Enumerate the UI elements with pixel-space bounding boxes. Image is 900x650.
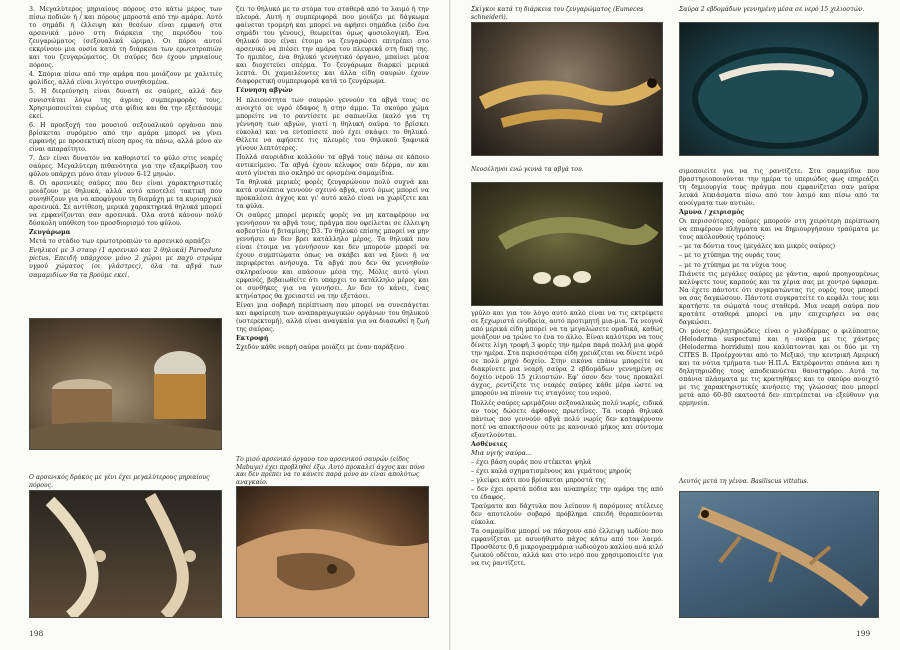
hand-lizard-illustration (237, 487, 429, 618)
list-item: – έχει βάση ουράς που στέκεται ψηλά (471, 458, 592, 466)
photo-lizard-underside (29, 490, 222, 618)
list-item: – με τα δόντια τους (μεγάλες και μικρές σαύρες) (679, 243, 836, 251)
enclosure-illustration (30, 319, 222, 450)
page-number-right: 199 (856, 629, 871, 638)
photo-caption: Ενηλικοί με 3 σταυρ (1 αρσενικό και 2 θηλυκά) Paroedura pictus. Επειδή υπάρχουν μόνο 2 χώροι με παχύ στρώμα υγρού χώματος (οι γλάστρες), όλα τα αβγά των σαμαμιδίων θα τα βρούμε εκεί. (29, 247, 222, 279)
right-column-1 (471, 310, 663, 630)
section-heading: Άμυνα / χειρισμός (679, 209, 745, 217)
skinks-illustration (472, 23, 663, 156)
paragraph: γρύλο και για τον λόγο αυτό καλό είναι να τις εκτρέφετε σε ξεχωριστά ενυδρεία, αυτό προτιμητή μια-μια. Τα νεογνά από μερικά είδη μπορεί να τα μεγαλώσετε ομαδικά, καθώς μοιάζουν να τρώνε το ένα το άλλο. Είναι καλύτερα να τους δίνετε λίγη τροφή 3 φορές την ημέρα παρά πολλή μια φορά την ημέρα. Στα περισσότερα είδη χρειάζεται να δίνετε νερό σε πολύ ρηχό δοχείο. Στην εικόνα επάνω μπορείτε να διακρίνετε μια νεαρή σαύρα 2 εβδομάδων γεννημένη σε δοχείο νερού 15 χιλιοστών. Εφ' όσον δεν τους προκαλεί άγχος, ρεντίζετε τις νεαρές σαύρες κάθε μέρα ώστε να μπορούν να πίνουν τις σταγόνες του νερού. (471, 310, 663, 398)
paragraph: Οι περισσότερες σαύρες μπορούν στη χειρότερη περίπτωση να επιφέρουν πλήγματα και να δημιουργήσουν τραύματα με τους ακόλουθους τρόπους: (679, 218, 879, 242)
eggs-illustration (472, 183, 663, 306)
paragraph: 3. Μεγαλύτερος μηριαίους πόρους στο κάτω μέρος των πίσω ποδιών ή / και πόρους μπροστά από την αμάρα. Αυτό το σημάδι ή έλλειψη και θεσέων είναι εμφανή στα αρσενικά μόνο στη διάρκεια της περιόδου του ζευγαρώματος (σεξουαλικά ώριμα). Οι πόροι αυτοί εκκρίνουν μια ουσία κατά τη διάρκεια των ερωτοτροπιών και του ζευγαρώματος. Οι σαύρες δεν έχουν μηριαίους πόρους. (29, 6, 222, 70)
paragraph: Τα θηλυκά μερικές φορές ζευγαρώνουν πολύ συχνά και κατά συνέπεια γεννούν σχεινό αβγά, αυτό όμως μπορεί να προκαλέσει άγχος και γι' αυτό καλό είναι να χωρίζετε και τα φύλα. (236, 178, 429, 211)
photo-lizard-enclosure (29, 318, 222, 450)
right-page (451, 0, 900, 650)
paragraph: Πιάνετε τις μεγάλες σαύρες με γάντια, αφού προηγουμένως καλύψετε τους καρπούς και τα χέρια σας με χοντρό ύφασμα. Να έχετε πάντοτε ότι συγκρατώντας τις ουρές τους μπορεί να σας δαγκώσουν. Πάντοτε συγκρατείτε το κεφάλι τους και κρατήστε τα σώματά τους σταθερά. Μια νεαρή σαύρα που κρατάτε σταθερά μπορεί να μην επιχειρήσει να σας δαγκώσει. (679, 270, 879, 326)
paragraph: 4. Σπόρια πίσω από την αμάρα που μοιάζουν με χαλιτιές φολίδες, αλλά είναι λιγότερο συνηθισμένα. (29, 71, 222, 87)
photo-basilisk (679, 491, 879, 618)
section-heading: Εκτροφή (236, 334, 269, 342)
list-item: – έχει καλά σχηματισμένους και γεμάτους μηρούς (471, 467, 632, 475)
caption-hatchling-water: Σαύρα 2 εβδομάδων γεννημένη μέσα σε νερό 15 χιλιοστών. (679, 6, 865, 13)
paragraph: Πολλά σαυριάδια κολλούν τα αβγά τους πάνω σε κάποιο αντικείμενο. Τα αβγά έχουν κέλυφος σαν δέρμα, αν και αυτό γίνεται πιο σκληρό σε ορισμένα σαμαμίδια. (236, 153, 429, 177)
section-heading: Ασθένειες (471, 440, 508, 448)
paragraph: 8. Οι αρσενικές σαύρες που δεν είναι χαρακτηριστικές μοιάζουν με θηλυκά, αλλά αυτό αποτελεί τακτική που συνηθίζουν για να αποφύγουν τη διαμάχη με τα κυριαρχικά αρσενικά. Σε αντίθεση, μερικά χαρακτηρικά θηλυκά μπορεί να εμφανίζονται σαν αρσενικά. Όλα αυτά κάνουν πολύ δύσκολη υπόθεση τον προσδιορισμό του φύλου. (29, 179, 222, 228)
paragraph: Μετά το στάδιο των ερωτοτροπιών το αρσενικό αρπάζει (29, 238, 211, 246)
paragraph: Πολλές σαύρες ωριμάζουν σεξουαλικώς πολύ νωρίς, ειδικά αν τους δώσετε άφθονες πρωτεΐνες. Τα νεαρά θηλυκά πάντως που γεννούν αβγά πολύ νωρίς δεν καταφέρνουν ποτέ να αποκτήσουν ούτε με κανονικό μήκος και σύντομα εξαντλούνται. (471, 399, 663, 439)
paragraph: Είναι μια σοβαρή περίπτωση που μπορεί να συνεπάγεται και αφαίρεση των αναπαραγωγικών οργάνων του θηλυκού (υστερεκτομή), αλλά είναι αναγκαία για να διασωθεί η ζωή της σαύρας. (236, 301, 429, 333)
paragraph: Οι μόνες δηλητηριώδεις είναι ο γιλοδέρμας ο φιλύποπτος (Heloderma suspectum) και η σαύρα με τις χάντρες (Heloderma horridum) που καλύπτονται και οι δύο με τη CITES B. Προέρχονται από το Μεξικό, την κεντρική Αμερική και τα νότια τμήματα των Η.Π.Α. Εκτρέφονται σπάνια και η δηλητηριώδης τους αποδεικνύεται θανατηφόρο. Αυτά τα σπάνια πλάσματα με τις κρατηθήκες και το σκούρο ανοιχτό με τις χαρακτηριστικές κινήσεις της γλώσσας που μπορεί μετά από 60-80 εκατοστά δεν επιτρέπεται να εξεύθουν για ερμηνεία. (679, 327, 879, 408)
paragraph: 7. Δεν είναι δυνατόν να καθοριστεί το φύλο στις νεαρές σαύρες. Μεγαλύτερη πιθανότητα για την εξακρίβωση του φύλου υπάρχει μόνο όταν γίνουν 6-12 μηνών. (29, 154, 222, 178)
section-heading: Ζευγάρωμα (29, 229, 71, 237)
basilisk-illustration (680, 492, 879, 618)
caption-eggs: Ο αρσενικός δράκος με γένι έχει μεγαλύτερους μηριαίους πόρους. (29, 474, 210, 489)
caption-skinks: Σκίγκοι κατά τη διάρκεια του ζευγαρώματος (Eumeces schneideri). (471, 6, 644, 21)
subheading: Μια υγιής σαύρα... (471, 449, 532, 457)
paragraph: 5. Η διερεύνηση είναι δυνατή σε σαύρες, αλλά δεν συνιστάται λόγω της άγριας συμπεριφοράς τους. Χρησιμοποιείται ευρέως στα φίδια και θα την εξετάσουμε εκεί. (29, 88, 222, 120)
paragraph: Οι σαύρες μπορεί μερικές φορές να μη καταφέρουν να γεννήσουν τα αβγά τους, πράγμα που οφείλεται σε έλλειψη ασβεστίου ή βιταμίνης D3. Το θηλυκό επίσης μπορεί να μην γεννήσει αν δεν βρει κατάλληλο μέρος. Τα θηλυκά που είναι έτοιμα να γεννήσουν και δεν μπορούν μπορεί να έχουν συμπτώματα όπως να σκάβει και να ξύνει ή να περιφέρεται ανήσυχα. Τα αβγά που δεν θα γεννηθούν σκληραίνουν και σπάσουν μέσα της. Μόλις αυτό γίνει εμφανές, βεβαιωθείτε ότι υπάρχει το κατάλληλο μέρος και οι συνθήκες για να γεννήσει. Αν δεν το κάνει, ένας κτηνίατρος θα χρειαστεί να την εξετάσει. (236, 212, 429, 300)
left-column-2 (236, 6, 429, 436)
caption-laying-eggs: Νεοσέληνοι ενώ γεννά τα αβγά του. (471, 166, 584, 173)
page-number-left: 198 (29, 629, 44, 638)
left-page (0, 0, 449, 650)
section-heading: Γέννηση αβγών (236, 87, 293, 95)
list-item: – γλείφει κάτι που βρίσκεται μπροστά της (471, 476, 606, 484)
list-item: – με το χτύπημα της ουράς τους (679, 252, 781, 260)
lizard-underside-illustration (30, 491, 222, 618)
right-column-2 (679, 168, 879, 483)
caption-hemipenis: Το μισό αρσενικό όργανο του αρσενικού σαυρών (είδος Mabuya) έχει προβληθεί έξω. Αυτό προκαλεί άγχος και πόνο και δεν πρέπει να το κάνετε παρά μόνο αν είναι απολύτως αναγκαίο. (236, 456, 425, 486)
paragraph: 6. Η προεξοχή του μουσιού σεξουαλικού οργάνου που βρίσκεται συρόμενο από την αμάρα μπορεί να γίνει εμφανής με προσεκτική πίεση προς τα πάνω, αλλά μόνο αν είναι απαραίτητο. (29, 121, 222, 153)
photo-laying-eggs (471, 182, 663, 306)
caption-basilisk: Λευτός μετά τη γέννα. Basiliscus vittatus. (679, 478, 809, 485)
photo-hatchling-water (679, 22, 879, 156)
list-item: – με το χτύπημα με τα νύχια τους (679, 261, 787, 269)
left-column-1 (29, 6, 222, 286)
list-item: – δεν έχει ορατά πόδια και αναπηρίες την αμάρα της από το έδαφος. (471, 485, 663, 502)
paragraph: σιμοποιείτε για να τις ραντίζετε. Στα σαμαμίδια που βραστηριοποιούνται την ημέρα το υπεριώδες φως επηρεάζει τη δημιουργία τους πράγμα που εμφανίζεται σαν μαύρα λευκά λεκιάσματα πίσω από τον λαιμό και πίσω από τα ανοίγματα των αυτιών. (679, 168, 879, 208)
paragraph: Η πλειονότητα των σαυρών γεννούν τα αβγά τους σε ανοιχτό σε υγρό έδαφος ή στην άμμο. Το σκούρο χώμα μπορείτε να το ραντίσετε με σαπωνίλα (καλό για τη γέννηση των αβγών, γιατί η θηλυκή σαύρα το βρίσκει εύκολα) και να εντοπίσετε πού έχει σκάψει το θηλυκό. Θέλετε να αφήσετε τις πλευρές του θηλυκού ξαφνικά γίνουν λεπτότερες. (236, 96, 429, 152)
photo-skinks-mating (471, 22, 663, 156)
paragraph: Τραύματα και δάχτυλα που λείπουν ή παρόμοιες ατέλειες δεν αποτελούν σοβαρό πρόβλημα επειδή θεραπεύονται εύκολα. (471, 503, 663, 527)
photo-hand-lizard (236, 486, 429, 618)
paragraph: ζει το θηλυκό με το στόμα του σταθερά από το λαιμό ή την πλευρά. Αυτή η συμπεριφορά που μοιάζει με δάγκωμα φαίνεται τρομερή και μπορεί να αφήσει σημάδια (είδο ένα σημάδι του γένους), θεωρείται όμως φυσιολογική. Ένα θηλυκό που είναι έτοιμο να ζευγαρώσει επιτρέπει στο αρσενικό να πιέσει την αμάρα του πλευρικά στη δική της. Το ημιπέος, ένα θηλυκό γεννητικό όργανο, μπαίνει μέσα και διοχετεύει σπέρμα. Το ζευγάρωμα διαρκεί μερικά λεπτά. Οι χαμαιλέοντες και άλλα είδη σαυρών έχουν διαφορετική συμπεριφορά κατά το ζευγάρωμα. (236, 6, 429, 86)
paragraph: Σχεδόν κάθε νεαρή σαύρα μοιάζει με έναν παράξενο (236, 343, 405, 351)
paragraph: Τα σαμαμίδια μπορεί να πάσχουν από έλλειψη ιωδίου που εμφανίζεται με ασυνήθιστο πάχος κάτω από τον λαιμό. Προσθέστε 0,6 μικρογραμμάρια ιωδιούχου καλίου ανά κιλό ζωικού οδέτου, αλλά και στο νερό που χρησιμοποιείτε για να τις ραντίζετε. (471, 528, 663, 568)
water-dish-illustration (680, 23, 879, 156)
